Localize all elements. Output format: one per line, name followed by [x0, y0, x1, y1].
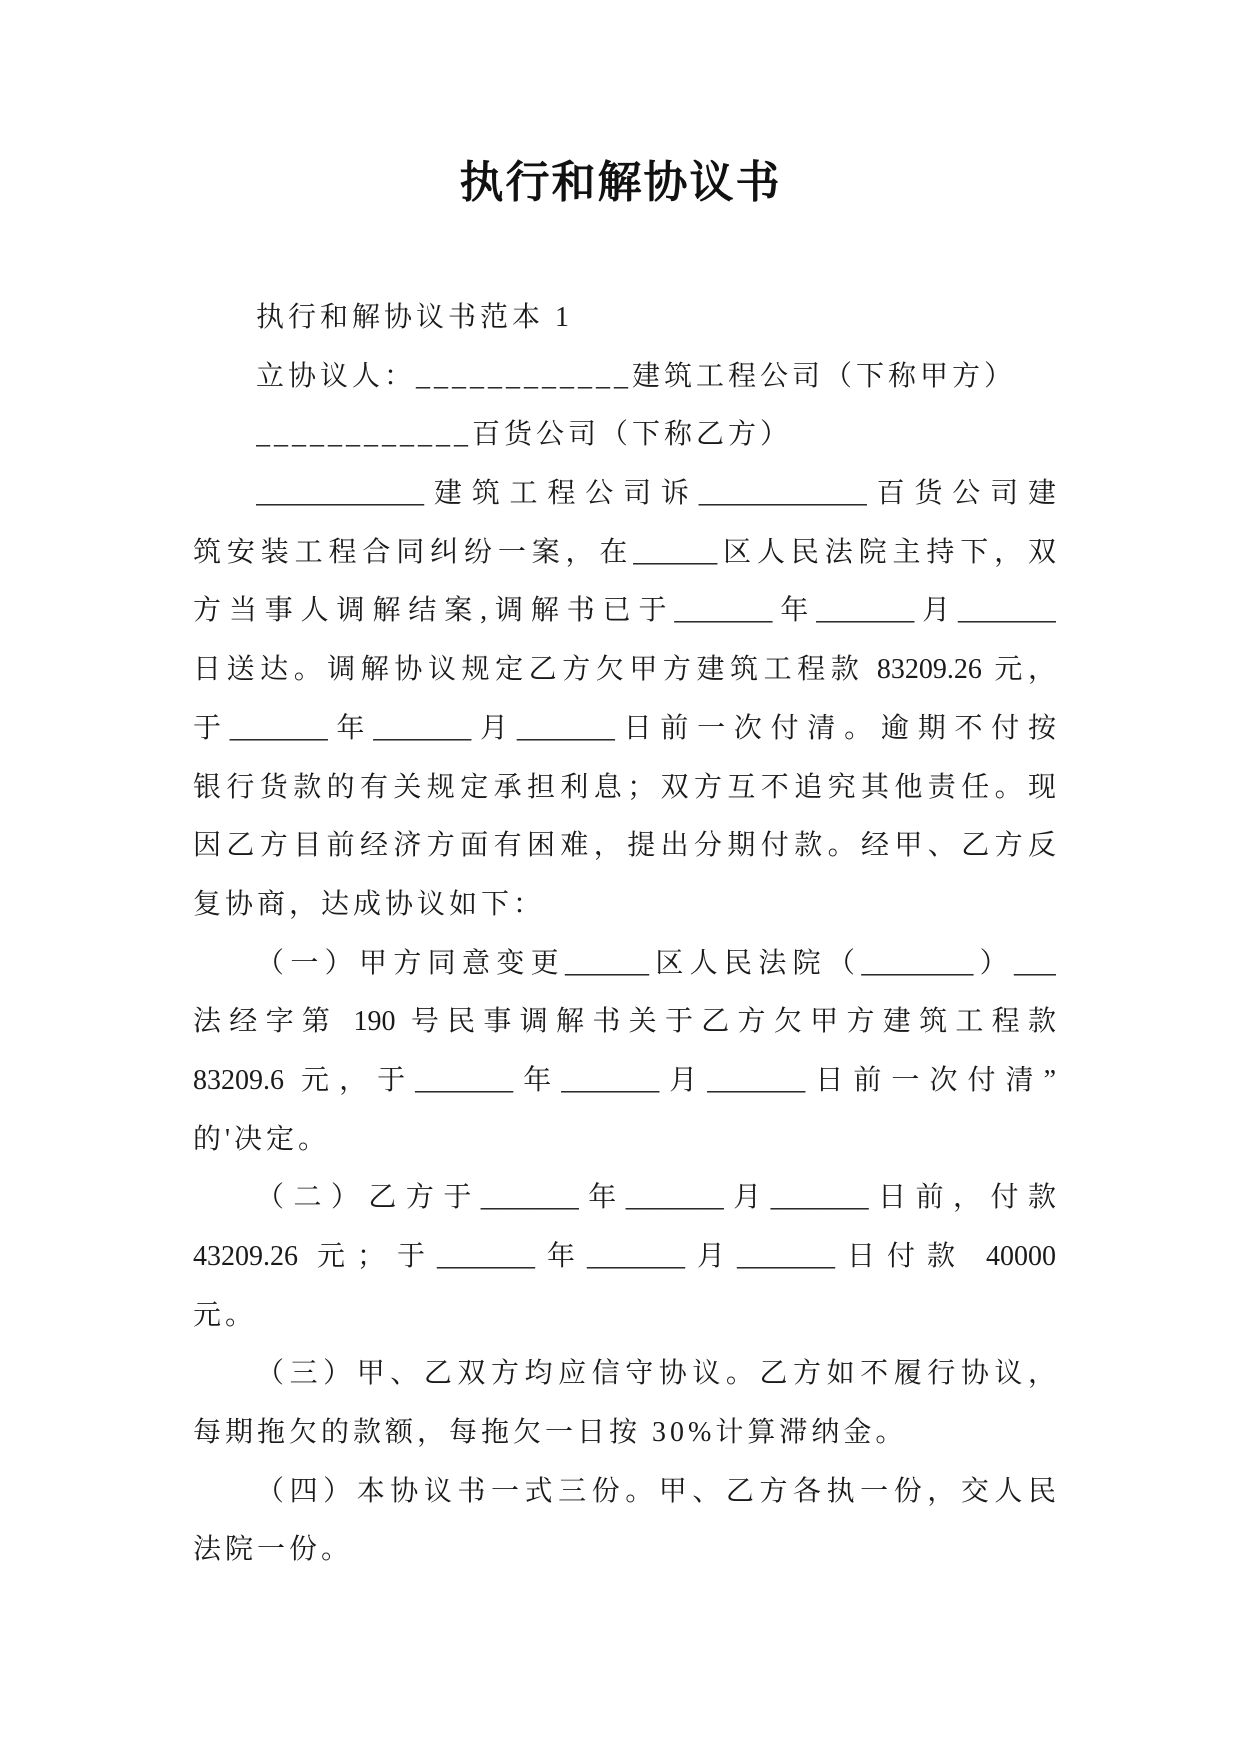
paragraph-line: 复协商，达成协议如下： [193, 888, 546, 920]
paragraph-line: 筑安装工程合同纠纷一案，在______区人民法院主持下，双 [193, 536, 1056, 568]
paragraph-line: 银行货款的有关规定承担利息；双方互不追究其他责任。现 [193, 771, 1056, 803]
paragraph-line: 43209.26 元；于_______年_______月_______日付款 40000 [193, 1241, 1056, 1272]
clause-4 [193, 1463, 1056, 1580]
paragraph-party-b [193, 406, 1056, 465]
paragraph-party-a [193, 348, 1056, 407]
paragraph-line: ____________建筑工程公司诉____________百货公司建 [256, 478, 1056, 510]
paragraph-line: 法院一份。 [193, 1534, 354, 1566]
paragraph-line: 元。 [193, 1299, 258, 1331]
document-body [193, 289, 1056, 1580]
clause-3 [193, 1345, 1056, 1462]
paragraph-line: 83209.6 元，于_______年_______月_______日前一次付清” [193, 1064, 1056, 1096]
paragraph-line: 日送达。调解协议规定乙方欠甲方建筑工程款 83209.26 元， [193, 654, 1056, 686]
paragraph-line: 因乙方目前经济方面有困难，提出分期付款。经甲、乙方反 [193, 830, 1056, 862]
paragraph-line: 法经字第 190 号民事调解书关于乙方欠甲方建筑工程款 [193, 1006, 1056, 1038]
paragraph-line: （一）甲方同意变更______区人民法院（________）___ [256, 947, 1056, 979]
clause-1 [193, 935, 1056, 1170]
paragraph-line: 立协议人：____________建筑工程公司（下称甲方） [256, 360, 1017, 392]
paragraph-line: 每期拖欠的款额，每拖欠一日按 30%计算滞纳金。 [193, 1417, 908, 1449]
paragraph-sample-heading [193, 289, 1056, 348]
paragraph-line: 的'决定。 [193, 1123, 331, 1155]
clause-2 [193, 1169, 1056, 1345]
paragraph-line: 执行和解协议书范本 1 [256, 302, 574, 333]
document-title: 执行和解协议书 [459, 158, 782, 207]
paragraph-line: 于_______年_______月_______日前一次付清。逾期不付按 [193, 712, 1056, 744]
paragraph-line: （四）本协议书一式三份。甲、乙方各执一份，交人民 [256, 1475, 1056, 1507]
paragraph-line: （二）乙方于_______年_______月_______日前，付款 [256, 1182, 1056, 1214]
paragraph-line: （三）甲、乙双方均应信守协议。乙方如不履行协议， [256, 1358, 1056, 1390]
paragraph-line: ____________百货公司（下称乙方） [256, 419, 793, 451]
paragraph-line: 方当事人调解结案,调解书已于_______年_______月_______ [193, 595, 1056, 627]
paragraph-background [193, 465, 1056, 935]
